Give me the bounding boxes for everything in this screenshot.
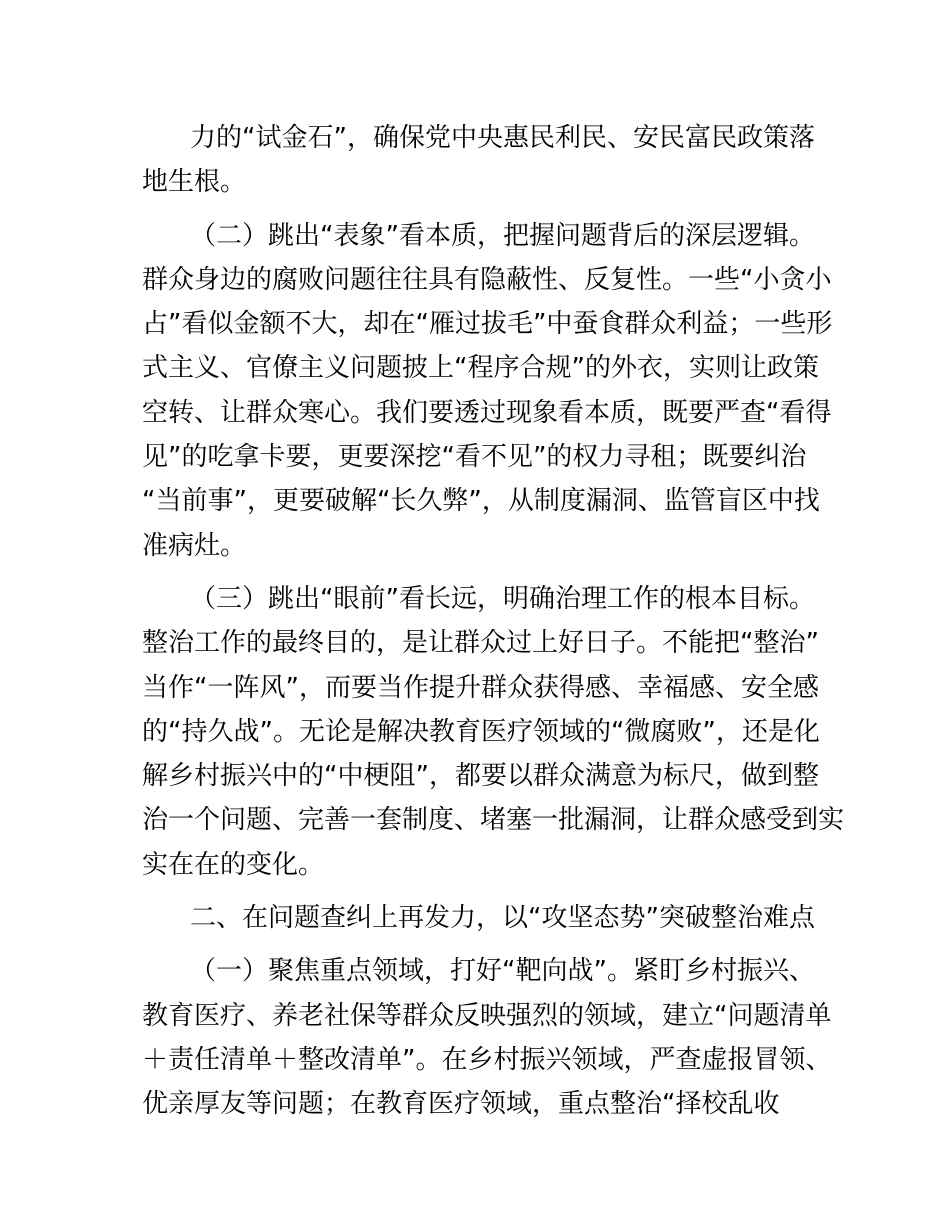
text-line: 空转、让群众寒心。我们要透过现象看本质，既要严查“看得 [142,397,832,428]
text-line: 地生根。 [142,167,247,198]
text-line: 优亲厚友等问题；在教育医疗领域，重点整治“择校乱收 [142,1089,780,1120]
text-line: 的“持久战”。无论是解决教育医疗领域的“微腐败”，还是化 [142,716,820,747]
chapter-heading-line: 二、在问题查纠上再发力，以“攻坚态势”突破整治难点 [190,903,815,934]
section-heading-line: （三）跳出“眼前”看长远，明确治理工作的根本目标。 [190,583,815,614]
text-line: 群众身边的腐败问题往往具有隐蔽性、反复性。一些“小贪小 [142,264,832,295]
text-line: 式主义、官僚主义问题披上“程序合规”的外衣，实则让政策 [142,353,819,384]
paragraph-continuation [142,116,815,205]
text-line: 实在在的变化。 [142,849,325,880]
paragraph-section-2 [142,214,833,568]
text-line: 治一个问题、完善一套制度、堵塞一批漏洞，让群众感受到实 [142,805,845,836]
text-line: 整治工作的最终目的，是让群众过上好日子。不能把“整治” [142,628,819,659]
section-heading-line: （二）跳出“表象”看本质，把握问题背后的深层逻辑。 [190,220,815,251]
text-line: 当作“一阵风”，而要当作提升群众获得感、幸福感、安全感 [142,672,819,703]
text-line: ＋责任清单＋整改清单”。在乡村振兴领域，严查虚报冒领、 [142,1044,832,1075]
text-line: 占”看似金额不大，却在“雁过拔毛”中蚕食群众利益；一些形 [142,309,833,340]
text-line: 见”的吃拿卡要，更要深挖“看不见”的权力寻租；既要纠治 [142,442,807,473]
text-line: 解乡村振兴中的“中梗阻”，都要以群众满意为标尺，做到整 [142,761,819,792]
paragraph-subsection-1 [142,949,832,1126]
paragraph-section-3 [142,577,845,887]
text-line: 准病灶。 [142,530,247,561]
chapter-heading [142,896,815,940]
document-body [142,116,845,1127]
text-line: 教育医疗、养老社保等群众反映强烈的领域，建立“问题清单 [142,1000,832,1031]
text-line: “当前事”，更要破解“长久弊”，从制度漏洞、监管盲区中找 [142,486,820,517]
section-heading-line: （一）聚焦重点领域，打好“靶向战”。紧盯乡村振兴、 [190,956,815,987]
text-line: 力的“试金石”，确保党中央惠民利民、安民富民政策落 [190,123,815,153]
